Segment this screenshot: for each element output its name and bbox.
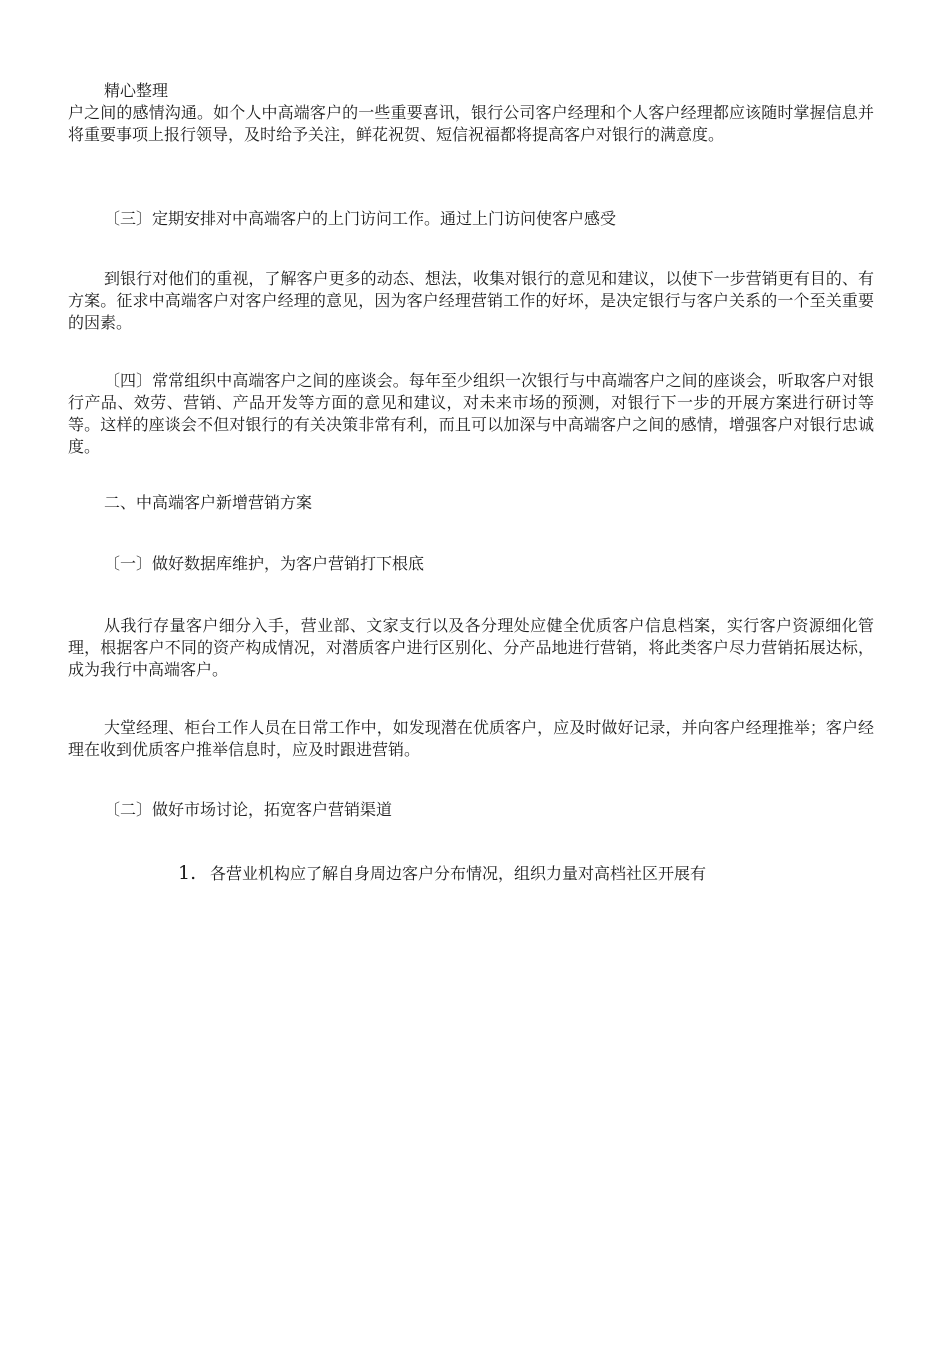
paragraph-section-3-heading: 〔三〕定期安排对中高端客户的上门访问工作。通过上门访问使客户感受 bbox=[104, 209, 617, 228]
section-2-heading: 二、中高端客户新增营销方案 bbox=[104, 493, 313, 512]
paragraph-visit-value: 到银行对他们的重视，了解客户更多的动态、想法，收集对银行的意见和建议，以使下一步营销更有目的、有方案。征求中高端客户对客户经理的意见，因为客户经理营销工作的好坏，是决定银行与客户关系的一个至关重要的因素。 bbox=[68, 269, 874, 332]
list-item-number: 1. bbox=[178, 862, 197, 884]
paragraph-section-4-symposium: 〔四〕常常组织中高端客户之间的座谈会。每年至少组织一次银行与中高端客户之间的座谈会，听取客户对银行产品、效劳、营销、产品开发等方面的意见和建议，对未来市场的预测，对银行下一步的开展方案进行研讨等等。这样的座谈会不但对银行的有关决策非常有利，而且可以加深与中高端客户之间的感情，增强客户对银行忠诚度。 bbox=[68, 371, 874, 456]
list-item-text: 各营业机构应了解自身周边客户分布情况，组织力量对高档社区开展有 bbox=[210, 864, 707, 883]
paragraph-customer-communication: 户之间的感情沟通。如个人中高端客户的一些重要喜讯，银行公司客户经理和个人客户经理都应该随时掌握信息并将重要事项上报行领导，及时给予关注，鲜花祝贺、短信祝福都将提高客户对银行的满意度。 bbox=[68, 103, 874, 144]
subsection-1-heading: 〔一〕做好数据库维护，为客户营销打下根底 bbox=[104, 554, 425, 573]
list-item-1 bbox=[178, 860, 706, 887]
subsection-2-heading: 〔二〕做好市场讨论，拓宽客户营销渠道 bbox=[104, 800, 393, 819]
paragraph-database-maintenance: 从我行存量客户细分入手，营业部、文家支行以及各分理处应健全优质客户信息档案，实行客户资源细化管理，根据客户不同的资产构成情况，对潜质客户进行区别化、分产品地进行营销，将此类客户尽力营销拓展达标，成为我行中高端客户。 bbox=[68, 616, 874, 679]
header-note: 精心整理 bbox=[104, 81, 169, 100]
paragraph-lobby-staff: 大堂经理、柜台工作人员在日常工作中，如发现潜在优质客户，应及时做好记录，并向客户经理推举；客户经理在收到优质客户推举信息时，应及时跟进营销。 bbox=[68, 718, 874, 759]
